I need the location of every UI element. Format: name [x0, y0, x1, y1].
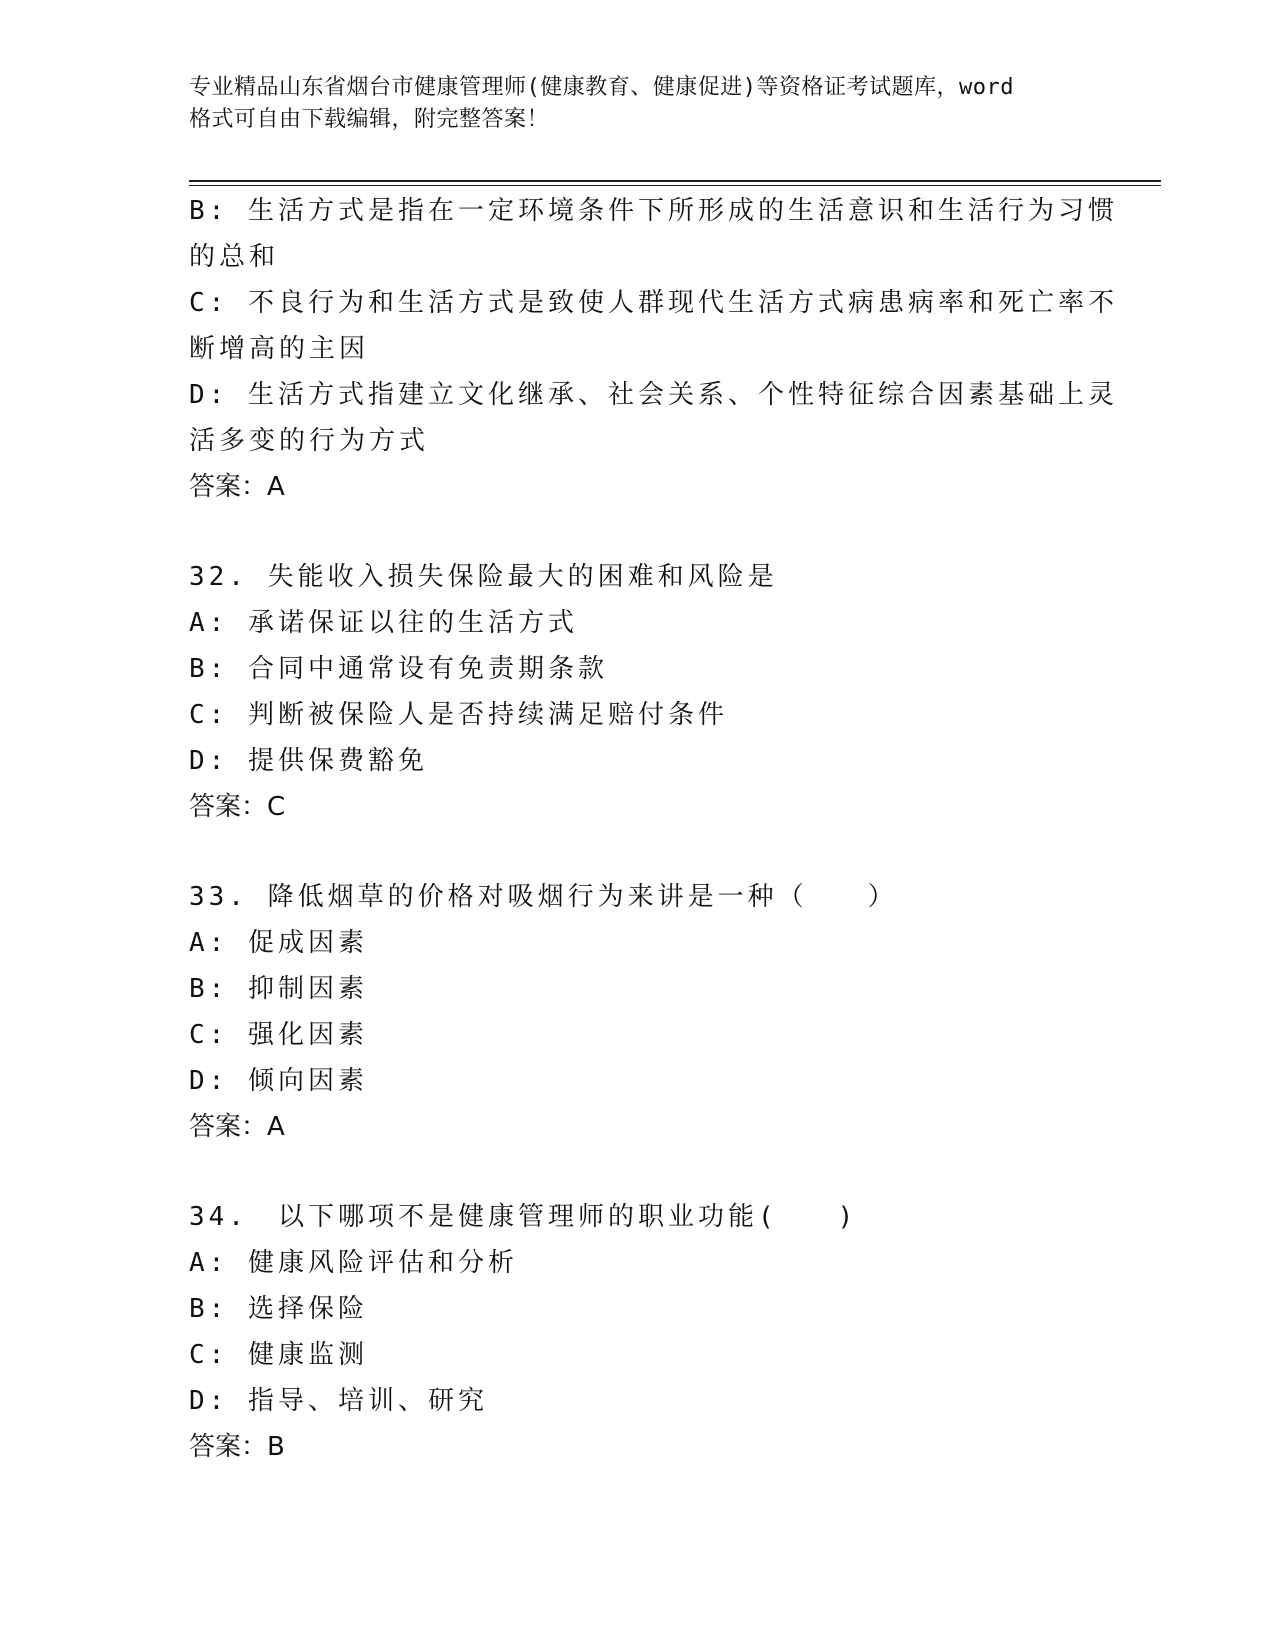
answer: 答案：A	[189, 472, 285, 502]
option-c-line-1: C: 不良行为和生活方式是致使人群现代生活方式病患病率和死亡率不	[189, 288, 1118, 318]
answer: 答案：A	[189, 1112, 285, 1142]
option-c: C: 健康监测	[189, 1340, 368, 1370]
option-b: B: 抑制因素	[189, 974, 368, 1004]
header-line-1: 专业精品山东省烟台市健康管理师(健康教育、健康促进)等资格证考试题库，word	[189, 75, 1014, 100]
question-title: 33. 降低烟草的价格对吸烟行为来讲是一种（ ）	[189, 882, 898, 912]
question-title: 34. 以下哪项不是健康管理师的职业功能( )	[189, 1202, 858, 1232]
answer: 答案：C	[189, 792, 286, 822]
header-line-2: 格式可自由下载编辑，附完整答案！	[189, 107, 550, 132]
spacer	[189, 510, 1169, 554]
question-34	[189, 1194, 1169, 1470]
question-33	[189, 874, 1169, 1150]
option-d: D: 倾向因素	[189, 1066, 368, 1096]
option-d: D: 指导、培训、研究	[189, 1386, 488, 1416]
option-a: A: 健康风险评估和分析	[189, 1248, 518, 1278]
spacer	[189, 830, 1169, 874]
option-d-line-1: D: 生活方式指建立文化继承、社会关系、个性特征综合因素基础上灵	[189, 380, 1118, 410]
option-a: A: 承诺保证以往的生活方式	[189, 608, 578, 638]
header-rule-thick	[189, 180, 1161, 182]
answer: 答案：B	[189, 1432, 285, 1462]
option-c-line-2: 断增高的主因	[189, 334, 370, 364]
question-title: 32. 失能收入损失保险最大的困难和风险是	[189, 562, 778, 592]
question-32	[189, 554, 1169, 830]
question-list	[189, 188, 1169, 1470]
option-b: B: 合同中通常设有免责期条款	[189, 654, 608, 684]
question-31-continued	[189, 188, 1169, 510]
header-rule-thin	[189, 185, 1161, 186]
option-b-line-2: 的总和	[189, 242, 280, 272]
option-a: A: 促成因素	[189, 928, 368, 958]
option-d: D: 提供保费豁免	[189, 746, 428, 776]
option-b-line-1: B: 生活方式是指在一定环境条件下所形成的生活意识和生活行为习惯	[189, 196, 1118, 226]
document-header	[189, 72, 1089, 136]
option-c: C: 判断被保险人是否持续满足赔付条件	[189, 700, 728, 730]
option-b: B: 选择保险	[189, 1294, 368, 1324]
option-d-line-2: 活多变的行为方式	[189, 426, 430, 456]
option-c: C: 强化因素	[189, 1020, 368, 1050]
spacer	[189, 1150, 1169, 1194]
